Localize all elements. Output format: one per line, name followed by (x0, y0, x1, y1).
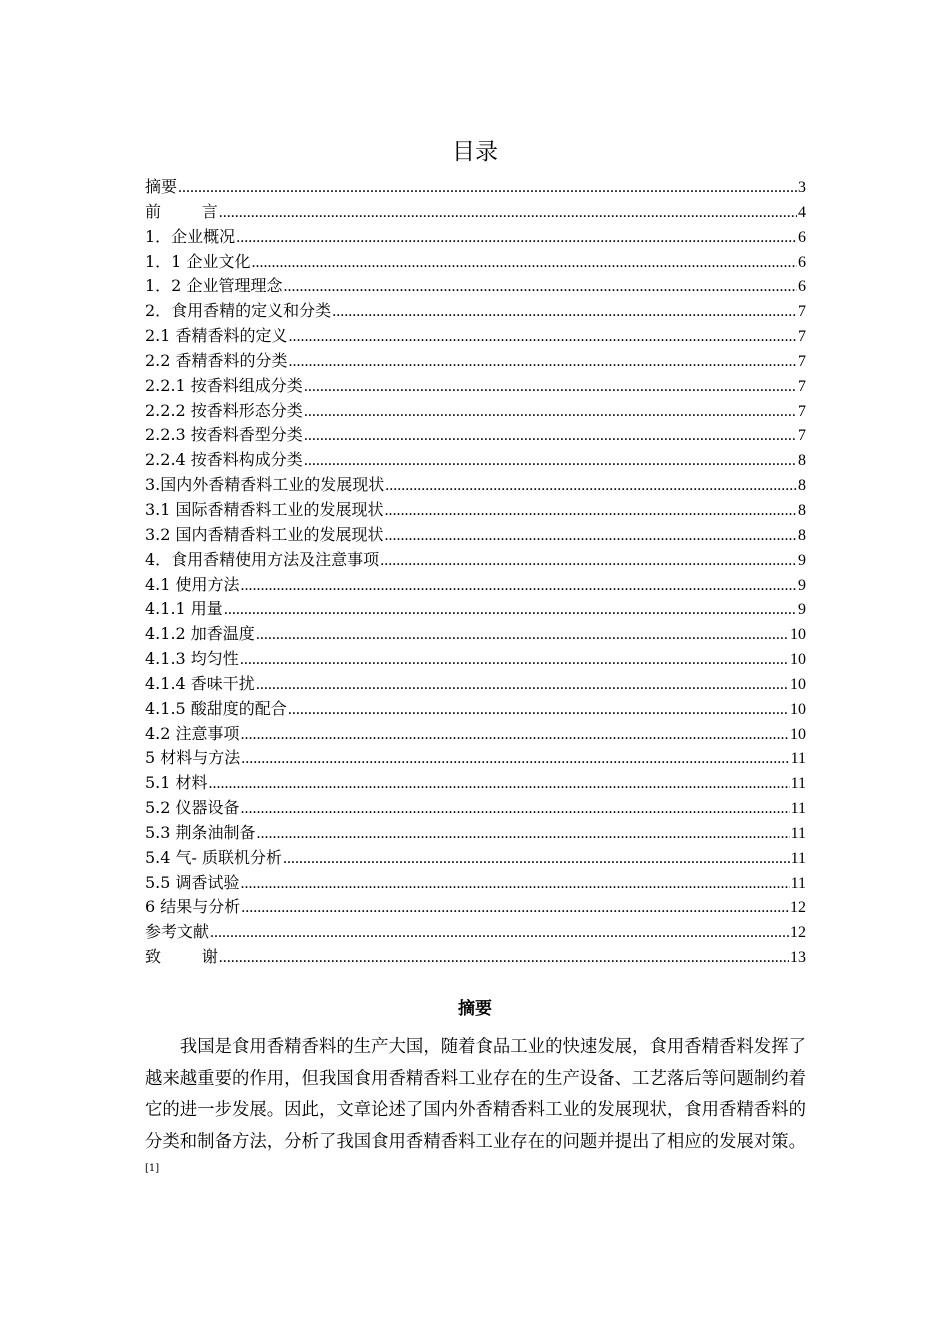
toc-entry[interactable] (145, 523, 806, 548)
toc-leader-dots (289, 325, 797, 350)
toc-entry-page: 4 (798, 203, 806, 221)
toc-entry-page: 10 (790, 626, 806, 644)
toc-entry-label: 4.1.1 用量 (145, 599, 223, 619)
toc-entry[interactable] (145, 399, 806, 424)
toc-entry[interactable] (145, 299, 806, 324)
toc-entry[interactable] (145, 225, 806, 250)
toc-leader-dots (209, 772, 790, 797)
toc-leader-dots (241, 723, 789, 748)
toc-entry-page: 6 (798, 253, 806, 271)
toc-leader-dots (241, 574, 797, 599)
toc-entry-label: 4.1.5 酸甜度的配合 (145, 698, 287, 718)
toc-entry-page: 7 (798, 352, 806, 370)
toc-leader-dots (385, 524, 797, 549)
toc-entry-page: 11 (790, 824, 806, 842)
toc-entry-page: 8 (798, 501, 806, 519)
toc-entry-page: 10 (790, 725, 806, 743)
toc-entry-page: 12 (790, 924, 806, 942)
toc-entry[interactable] (145, 796, 806, 821)
toc-entry-label: 3.国内外香精香料工业的发展现状 (145, 475, 385, 495)
toc-leader-dots (178, 176, 797, 201)
toc-entry-page: 10 (790, 700, 806, 718)
toc-entry[interactable] (145, 250, 806, 275)
toc-entry[interactable] (145, 200, 806, 225)
toc-entry-label: 4.1 使用方法 (145, 574, 240, 594)
toc-entry[interactable] (145, 746, 806, 771)
toc-entry-label: 2.2.4 按香料构成分类 (145, 450, 303, 470)
toc-leader-dots (304, 375, 797, 400)
toc-entry-label: 4.1.4 香味干扰 (145, 673, 255, 693)
abstract-text: 我国是食用香精香料的生产大国，随着食品工业的快速发展，食用香精香料发挥了越来越重要的作用，但我国食用香精香料工业存在的生产设备、工艺落后等问题制约着它的进一步发展。因此，文章论述了国内外香精香料工业的发展现状，食用香精香料的分类和制备方法，分析了我国食用香精香料工业存在的问题并提出了相应的发展对策。 (145, 1037, 806, 1152)
toc-entry-label: 3.1 国际香精香料工业的发展现状 (145, 499, 384, 519)
toc-leader-dots (304, 424, 797, 449)
toc-entry[interactable] (145, 573, 806, 598)
toc-entry[interactable] (145, 175, 806, 200)
toc-entry[interactable] (145, 647, 806, 672)
toc-entry-page: 10 (790, 651, 806, 669)
toc-entry-label: 5 材料与方法 (145, 748, 241, 768)
toc-leader-dots (283, 847, 790, 872)
toc-leader-dots (304, 449, 797, 474)
toc-entry-page: 7 (798, 303, 806, 321)
toc-entry-page: 13 (790, 949, 806, 967)
toc-entry-label: 1．2 企业管理理念 (145, 276, 283, 296)
toc-entry-label: 5.1 材料 (145, 773, 208, 793)
toc-leader-dots (283, 275, 797, 300)
toc-leader-dots (380, 549, 797, 574)
toc-entry[interactable] (145, 423, 806, 448)
toc-entry-label: 摘要 (145, 177, 178, 196)
toc-entry-page: 9 (798, 576, 806, 594)
toc-entry[interactable] (145, 498, 806, 523)
toc-entry[interactable] (145, 821, 806, 846)
toc-entry[interactable] (145, 473, 806, 498)
abstract-body (145, 1032, 806, 1190)
toc-entry[interactable] (145, 920, 806, 945)
toc-leader-dots (251, 251, 797, 276)
toc-leader-dots (257, 822, 790, 847)
toc-entry[interactable] (145, 374, 806, 399)
toc-entry-page: 11 (790, 849, 806, 867)
toc-entry-page: 11 (790, 874, 806, 892)
toc-entry-label: 4.1.2 加香温度 (145, 624, 255, 644)
toc-entry-page: 7 (798, 328, 806, 346)
toc-entry[interactable] (145, 771, 806, 796)
toc-entry[interactable] (145, 448, 806, 473)
toc-entry-page: 8 (798, 526, 806, 544)
toc-entry[interactable] (145, 548, 806, 573)
toc-entry-label: 6 结果与分析 (145, 897, 241, 917)
toc-leader-dots (385, 474, 797, 499)
toc-leader-dots (219, 946, 789, 971)
toc-entry-page: 6 (798, 278, 806, 296)
toc-entry-label: 1．1 企业文化 (145, 251, 251, 271)
toc-entry-label: 2.1 香精香料的定义 (145, 326, 288, 346)
toc-leader-dots (210, 921, 789, 946)
toc-entry-label: 前 言 (145, 201, 218, 221)
toc-entry-label: 1．企业概况 (145, 226, 236, 246)
toc-entry[interactable] (145, 349, 806, 374)
toc-entry-label: 4.1.3 均匀性 (145, 649, 239, 669)
toc-leader-dots (219, 201, 797, 226)
toc-entry[interactable] (145, 697, 806, 722)
toc-entry-label: 5.3 荆条油制备 (145, 822, 256, 842)
toc-leader-dots (241, 872, 790, 897)
toc-entry-label: 5.5 调香试验 (145, 872, 240, 892)
toc-entry-page: 11 (790, 750, 806, 768)
toc-entry-label: 2.2.3 按香料香型分类 (145, 425, 303, 445)
toc-entry[interactable] (145, 597, 806, 622)
toc-entry-page: 9 (798, 551, 806, 569)
toc-entry-page: 10 (790, 675, 806, 693)
toc-entry-label: 4.2 注意事项 (145, 723, 240, 743)
toc-entry-page: 11 (790, 800, 806, 818)
toc-leader-dots (385, 499, 797, 524)
toc-entry-page: 12 (790, 899, 806, 917)
toc-leader-dots (241, 797, 790, 822)
toc-entry-page: 9 (798, 601, 806, 619)
toc-entry[interactable] (145, 945, 806, 970)
table-of-contents (145, 175, 806, 970)
toc-entry[interactable] (145, 846, 806, 871)
toc-title: 目录 (452, 139, 498, 165)
toc-entry[interactable] (145, 324, 806, 349)
toc-entry[interactable] (145, 722, 806, 747)
toc-entry[interactable] (145, 895, 806, 920)
toc-entry-label: 5.2 仪器设备 (145, 798, 240, 818)
toc-entry-label: 2.2 香精香料的分类 (145, 350, 288, 370)
toc-entry-page: 7 (798, 427, 806, 445)
toc-entry-page: 6 (798, 228, 806, 246)
toc-leader-dots (288, 698, 789, 723)
toc-leader-dots (304, 400, 797, 425)
toc-entry[interactable] (145, 871, 806, 896)
toc-entry-page: 7 (798, 377, 806, 395)
abstract-heading: 摘要 (458, 999, 492, 1019)
toc-leader-dots (240, 648, 789, 673)
toc-leader-dots (256, 623, 789, 648)
toc-entry-label: 5.4 气- 质联机分析 (145, 847, 283, 867)
toc-entry-label: 参考文献 (145, 922, 210, 942)
toc-entry-page: 3 (798, 179, 806, 196)
toc-leader-dots (224, 598, 797, 623)
toc-leader-dots (241, 896, 789, 921)
toc-entry[interactable] (145, 672, 806, 697)
toc-entry-page: 11 (790, 775, 806, 793)
toc-entry-label: 3.2 国内香精香料工业的发展现状 (145, 524, 384, 544)
toc-leader-dots (289, 350, 797, 375)
toc-entry-label: 致 谢 (145, 947, 218, 967)
toc-leader-dots (236, 226, 797, 251)
toc-entry[interactable] (145, 622, 806, 647)
toc-entry-label: 4．食用香精使用方法及注意事项 (145, 549, 380, 569)
toc-entry[interactable] (145, 274, 806, 299)
toc-leader-dots (332, 300, 797, 325)
toc-leader-dots (241, 747, 789, 772)
toc-entry-page: 7 (798, 402, 806, 420)
toc-entry-page: 8 (798, 477, 806, 495)
toc-leader-dots (256, 673, 789, 698)
citation-marker: [1] (145, 1163, 160, 1175)
toc-entry-label: 2.2.1 按香料组成分类 (145, 375, 303, 395)
toc-entry-label: 2.2.2 按香料形态分类 (145, 400, 303, 420)
toc-entry-label: 2．食用香精的定义和分类 (145, 301, 332, 321)
toc-entry-page: 8 (798, 452, 806, 470)
